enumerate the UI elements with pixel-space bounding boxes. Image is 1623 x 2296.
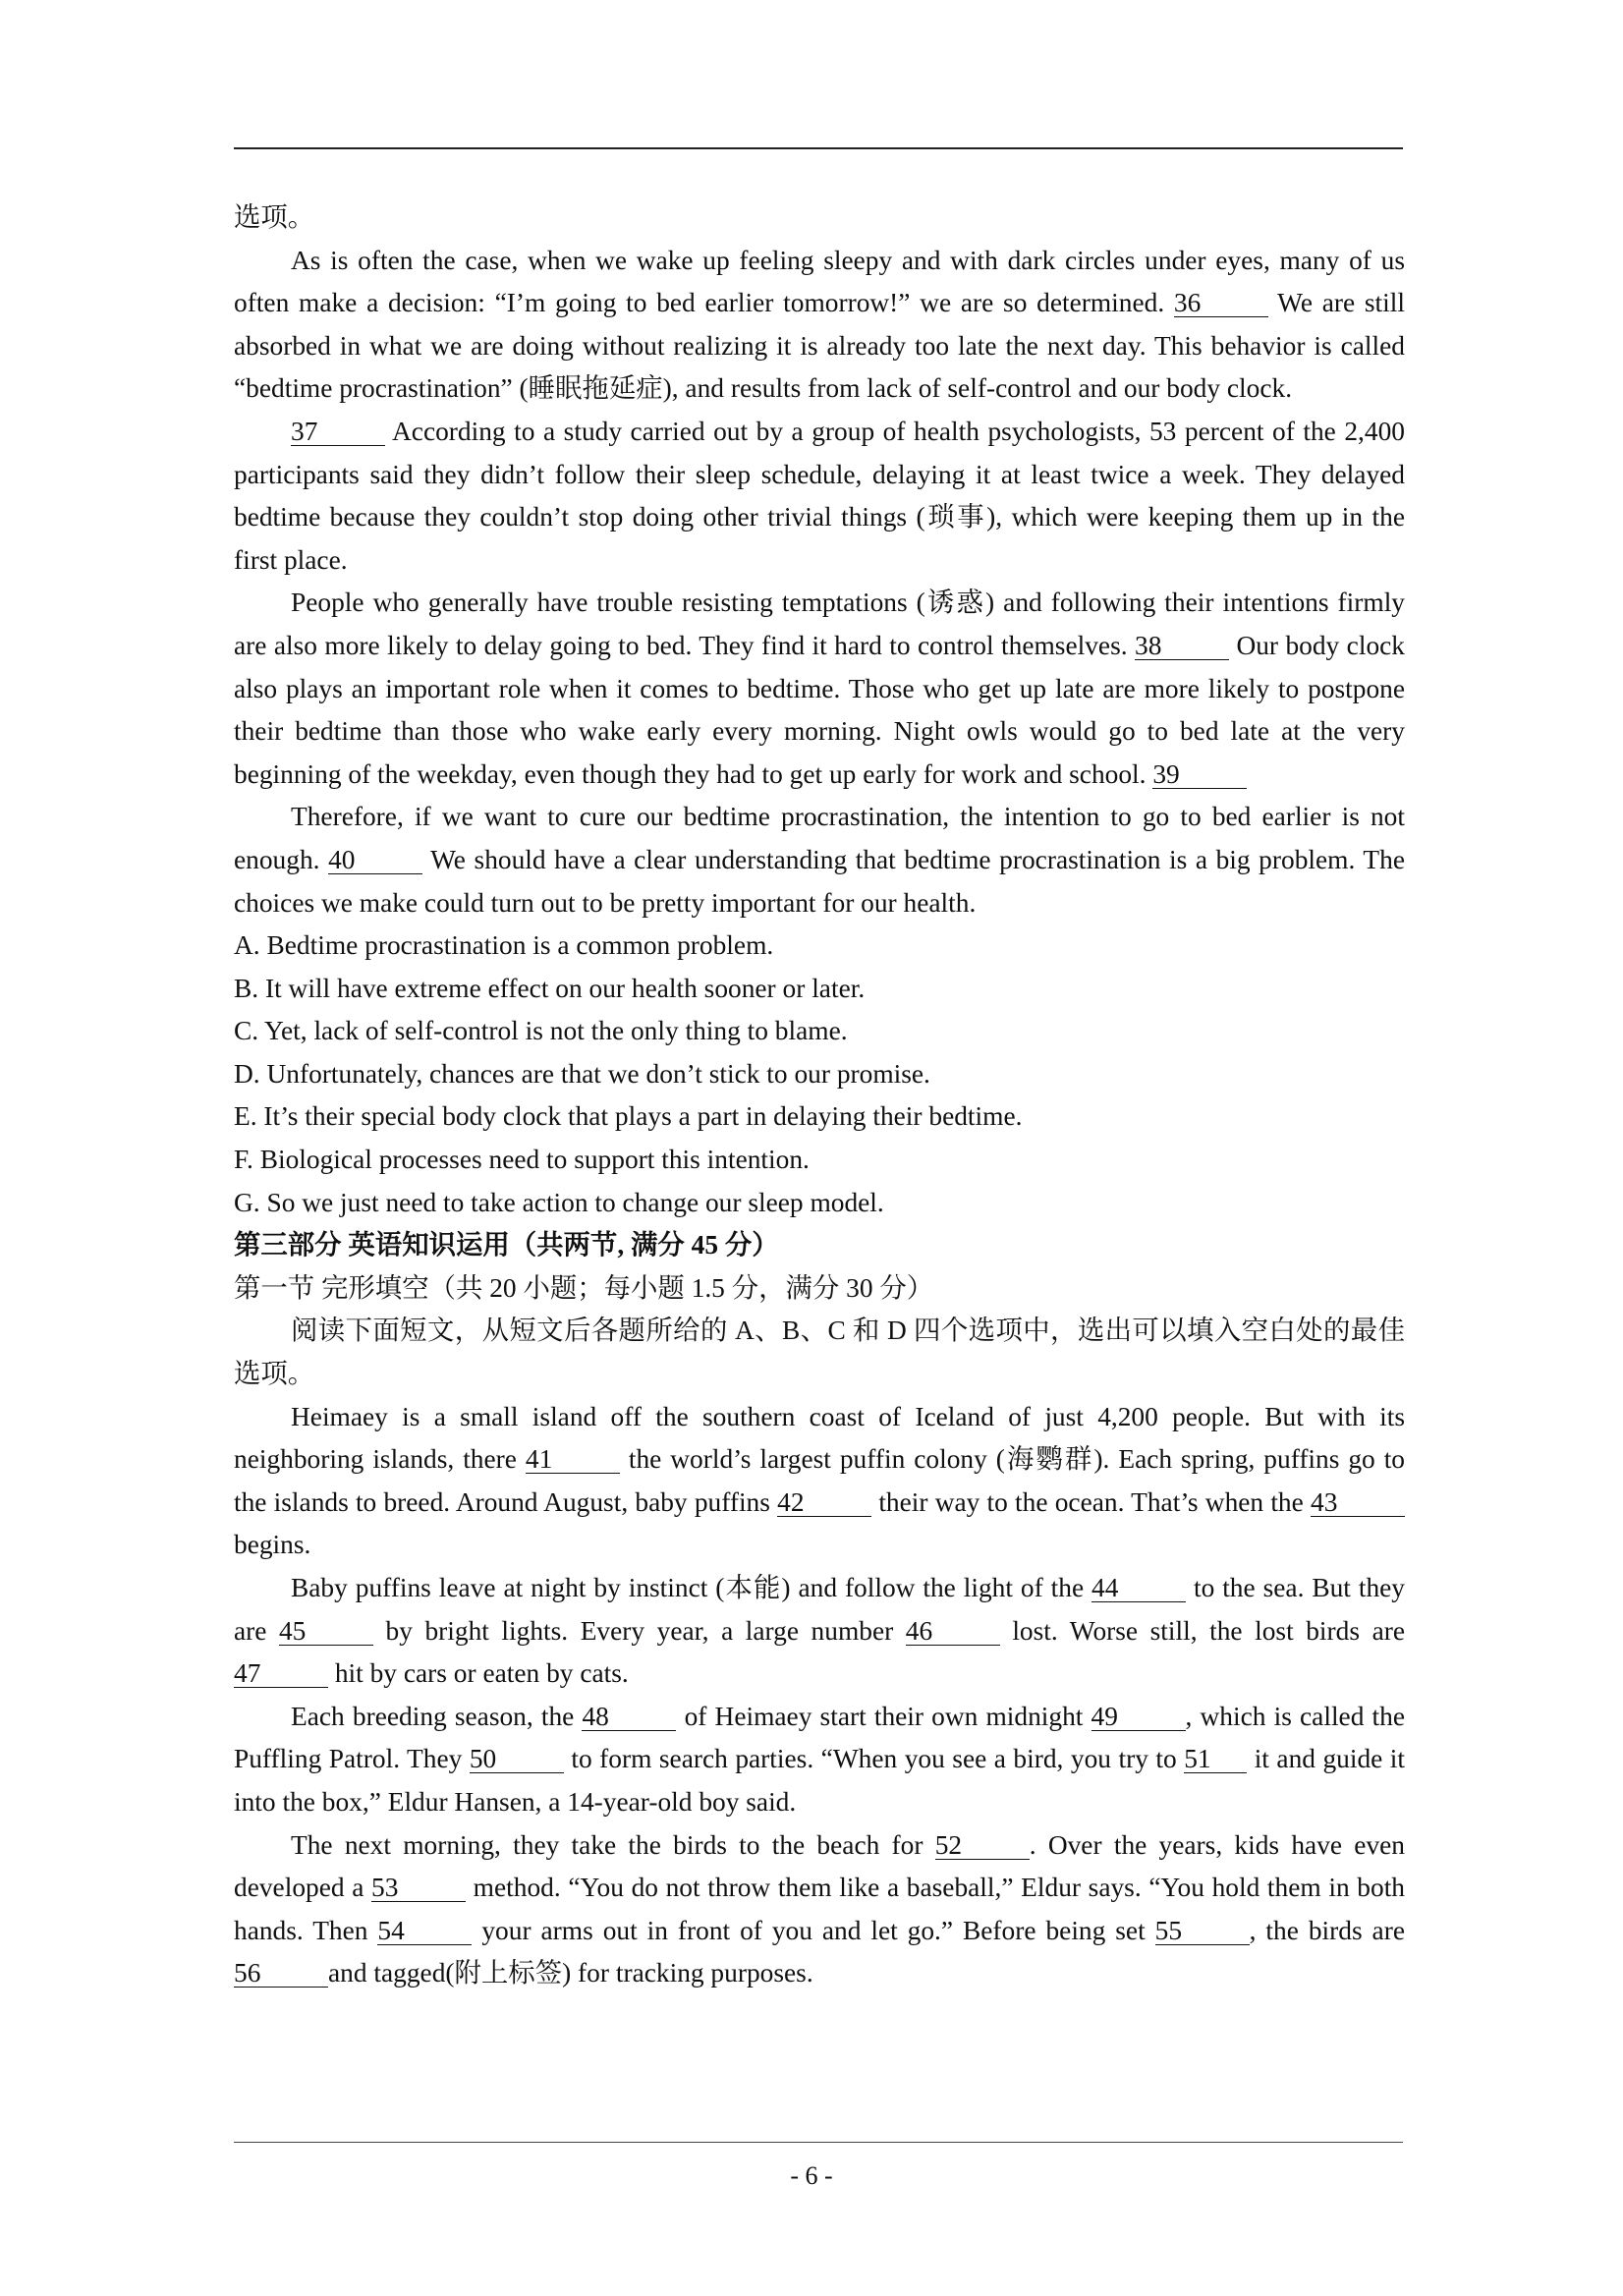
answer-options	[234, 924, 1405, 1224]
cloze-paragraph-3: Each breeding season, the 48 of Heimaey start their own midnight 49 , which is called the Puffling Patrol. They 50 to form search parties. “When you see a bird, you try to 51 it and guide it into the box,” Eldur Hansen, a 14-year-old boy said.	[234, 1701, 1406, 1817]
blank-37: 37	[291, 418, 385, 446]
page-number: - 6 -	[790, 2161, 833, 2190]
blank-54: 54	[377, 1917, 472, 1945]
blank-43: 43	[1311, 1488, 1405, 1517]
blank-40: 40	[328, 846, 422, 874]
blank-41: 41	[526, 1445, 620, 1474]
blank-47: 47	[234, 1659, 328, 1688]
option-d: D. Unfortunately, chances are that we don’t stick to our promise.	[234, 1058, 930, 1089]
blank-51: 51	[1184, 1745, 1247, 1773]
cloze-instructions: 阅读下面短文，从短文后各题所给的 A、B、C 和 D 四个选项中，选出可以填入空白处的最佳选项。	[234, 1316, 1405, 1389]
cloze-paragraph-1: Heimaey is a small island off the southern coast of Iceland of just 4,200 people. But with its neighboring islands, there 41 the world’s largest puffin colony (海鹦群). Each spring, puffins go to the islands to breed. Around August, baby puffins 42 their way to the ocean. That’s when the 43 begins.	[234, 1401, 1405, 1560]
option-e: E. It’s their special body clock that plays a part in delaying their bedtime.	[234, 1101, 1023, 1132]
option-b: B. It will have extreme effect on our health sooner or later.	[234, 973, 866, 1003]
cloze-paragraph-4: The next morning, they take the birds to the beach for 52 . Over the years, kids have even developed a 53 method. “You do not throw them like a baseball,” Eldur says. “You hold them in both hands. Then 54 your arms out in front of you and let go.” Before being set 55 , the birds are 56 and tagged(附上标签) for tracking purposes.	[234, 1829, 1405, 1988]
blank-36: 36	[1174, 289, 1268, 317]
reading-paragraph-4: Therefore, if we want to cure our bedtime procrastination, the intention to go to bed earlier is not enough. 40 We should have a clear understanding that bedtime procrastination is a big problem. The choices we make could turn out to be pretty important for our health.	[234, 802, 1405, 918]
footer-rule	[234, 2142, 1403, 2143]
blank-45: 45	[279, 1617, 373, 1646]
reading-paragraph-3: People who generally have trouble resisting temptations (诱惑) and following their intentions firmly are also more likely to delay going to bed. They find it hard to control themselves. 38 Our body clock also plays an important role when it comes to bedtime. Those who get up late are more likely to postpone their bedtime than those who wake early every morning. Night owls would go to bed late at the very beginning of the weekday, even though they had to get up early for work and school. 39	[234, 588, 1405, 789]
blank-44: 44	[1091, 1574, 1186, 1602]
reading-paragraph-2: 37 According to a study carried out by a group of health psychologists, 53 percent of the 2,400 participants said they didn’t follow their sleep schedule, delaying it at least twice a week. They delayed bedtime because they couldn’t stop doing other trivial things (琐事), which were keeping them up in the first place.	[234, 416, 1405, 575]
option-c: C. Yet, lack of self-control is not the only thing to blame.	[234, 1016, 848, 1046]
blank-39: 39	[1152, 760, 1247, 789]
preceding-text-tail: 选项。	[234, 202, 315, 232]
blank-49: 49	[1091, 1703, 1186, 1731]
option-f: F. Biological processes need to support this intention.	[234, 1145, 810, 1175]
blank-38: 38	[1135, 632, 1229, 660]
cloze-paragraph-2: Baby puffins leave at night by instinct (本能) and follow the light of the 44 to the sea. But they are 45 by bright lights. Every year, a large number 46 lost. Worse still, the lost birds are 47 hit by cars or eaten by cats.	[234, 1573, 1405, 1689]
blank-55: 55	[1155, 1917, 1250, 1945]
blank-50: 50	[470, 1745, 564, 1773]
section1-heading: 第一节 完形填空（共 20 小题；每小题 1.5 分，满分 30 分）	[234, 1272, 934, 1303]
blank-48: 48	[582, 1703, 676, 1731]
blank-56: 56	[234, 1959, 328, 1988]
blank-46: 46	[906, 1617, 1000, 1646]
header-rule	[234, 147, 1403, 149]
page-content	[234, 196, 1405, 1995]
reading-paragraph-1: As is often the case, when we wake up feeling sleepy and with dark circles under eyes, many of us often make a decision: “I’m going to bed earlier tomorrow!” we are so determined. 36 We are still absorbed in what we are doing without realizing it is already too late the next day. This behavior is called “bedtime procrastination” (睡眠拖延症), and results from lack of self-control and our body clock.	[234, 245, 1405, 404]
blank-53: 53	[371, 1874, 466, 1902]
option-g: G. So we just need to take action to change our sleep model.	[234, 1187, 884, 1217]
blank-52: 52	[935, 1831, 1030, 1860]
blank-42: 42	[777, 1488, 871, 1517]
option-a: A. Bedtime procrastination is a common problem.	[234, 930, 774, 961]
part3-heading: 第三部分 英语知识运用（共两节, 满分 45 分）	[234, 1230, 779, 1260]
